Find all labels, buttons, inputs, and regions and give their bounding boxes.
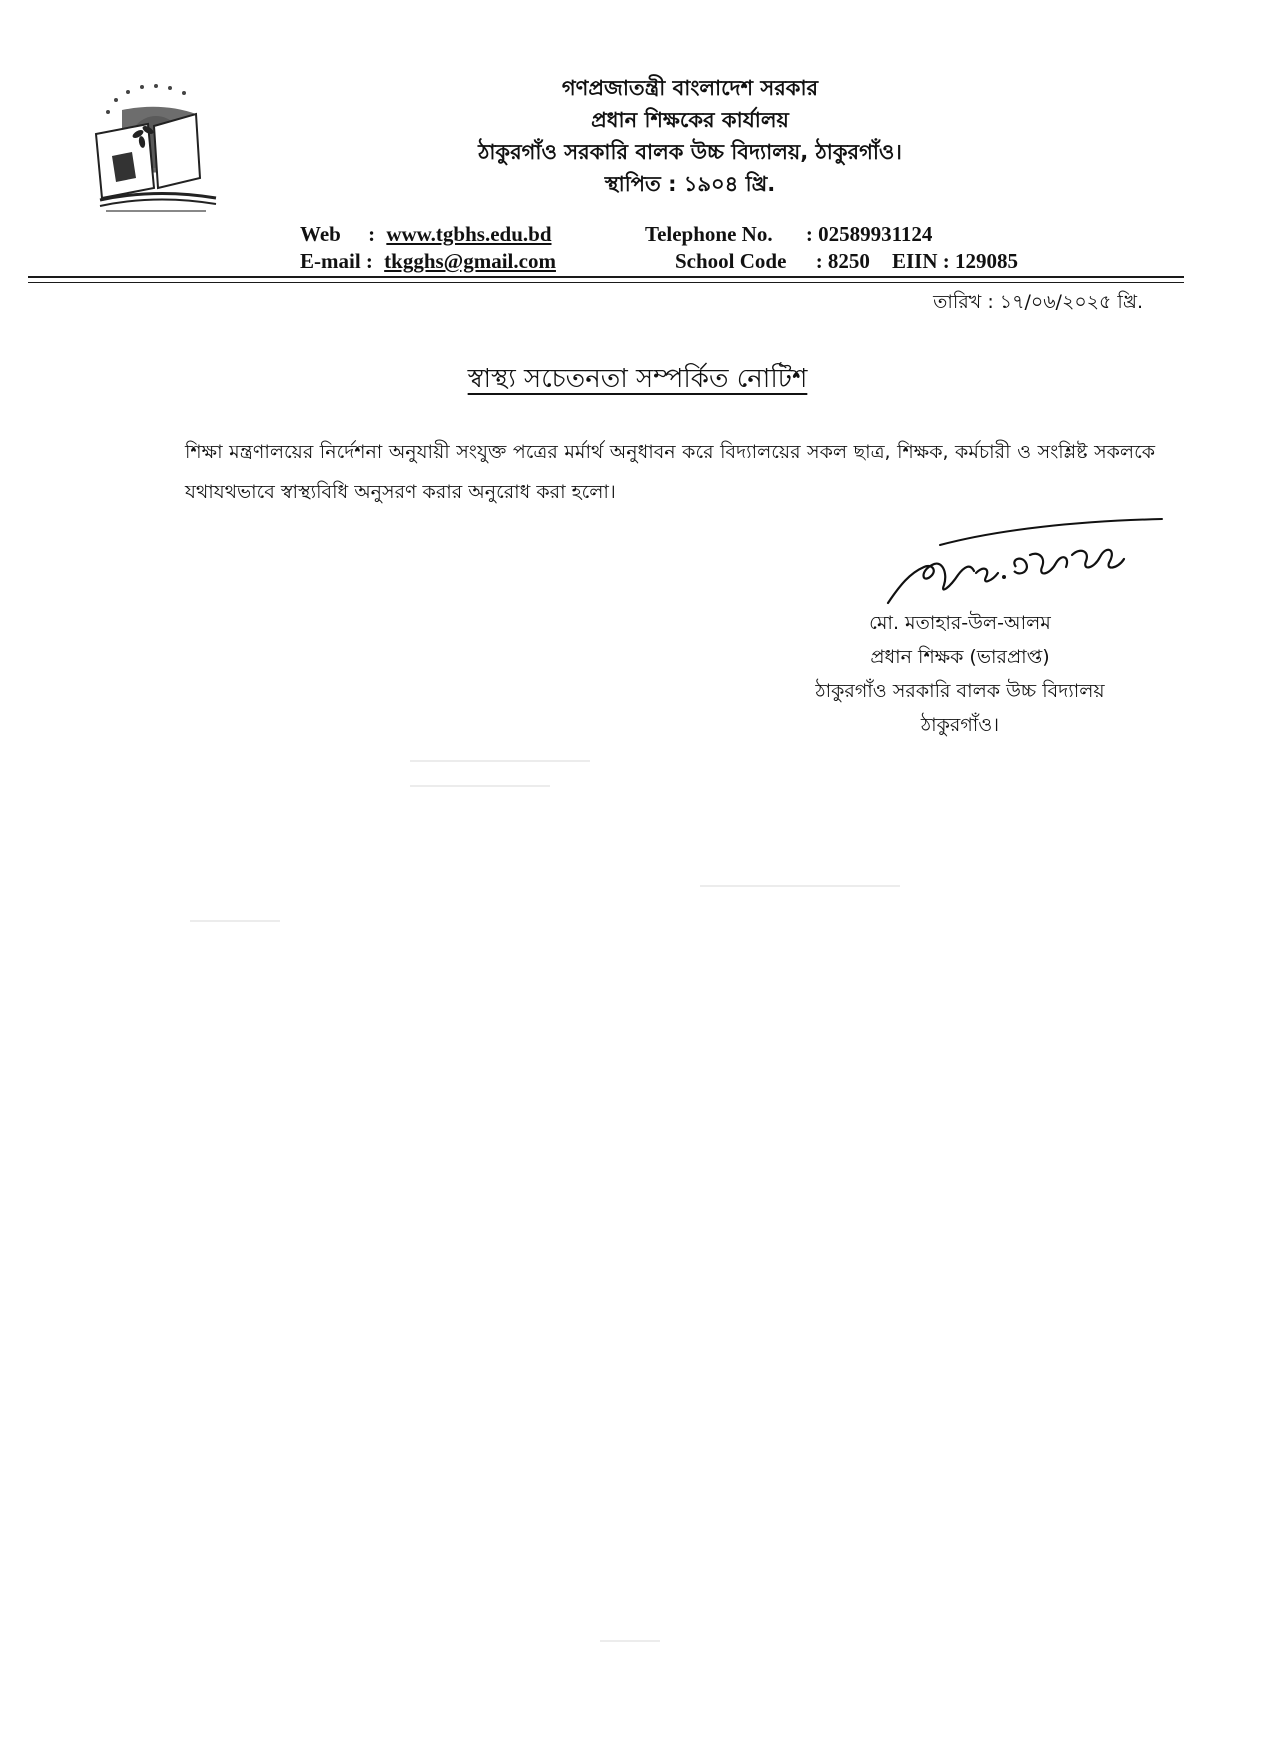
telephone-label: Telephone No.	[645, 222, 773, 246]
notice-subject-text: স্বাস্থ্য সচেতনতা সম্পর্কিত নোটিশ	[467, 364, 808, 394]
web-separator: :	[368, 222, 376, 246]
web-label: Web	[300, 222, 341, 246]
web-link[interactable]: www.tgbhs.edu.bd	[386, 222, 552, 246]
scan-artifact	[410, 785, 550, 787]
signatory-name: মো. মতাহার-উল-আলম	[869, 612, 1051, 634]
scan-artifact	[600, 1640, 660, 1642]
signatory-institution: ঠাকুরগাঁও সরকারি বালক উচ্চ বিদ্যালয়	[815, 680, 1105, 702]
office-name: প্রধান শিক্ষকের কার্যালয়	[591, 108, 789, 132]
scan-artifact	[410, 760, 590, 762]
established-year: স্থাপিত : ১৯০৪ খ্রি.	[604, 172, 776, 196]
telephone-number: : 02589931124	[805, 222, 933, 246]
email-label: E-mail :	[300, 249, 373, 273]
scan-artifact	[190, 920, 280, 922]
signatory-block	[760, 606, 1160, 742]
school-code-value: : 8250	[815, 249, 870, 273]
email-link[interactable]: tkgghs@gmail.com	[384, 249, 556, 273]
signatory-designation: প্রধান শিক্ষক (ভারপ্রাপ্ত)	[870, 646, 1050, 668]
notice-body: শিক্ষা মন্ত্রণালয়ের নির্দেশনা অনুযায়ী সংযুক্ত পত্রের মর্মার্থ অনুধাবন করে বিদ্যালয়ের সকল ছাত্র, শিক্ষক, কর্মচারী ও সংশ্লিষ্ট সকলকে যথাযথভাবে স্বাস্থ্যবিধি অনুসরণ করার অনুরোধ করা হলো।	[185, 441, 1155, 503]
school-name: ঠাকুরগাঁও সরকারি বালক উচ্চ বিদ্যালয়, ঠাকুরগাঁও।	[478, 140, 902, 164]
government-name: গণপ্রজাতন্ত্রী বাংলাদেশ সরকার	[561, 76, 819, 100]
telephone-line	[645, 222, 932, 247]
notice-subject	[0, 358, 1275, 402]
scan-artifact	[700, 885, 900, 887]
notice-date: তারিখ : ১৭/০৬/২০২৫ খ্রি.	[933, 291, 1143, 313]
school-code-label: School Code	[675, 249, 787, 273]
signatory-location: ঠাকুরগাঁও।	[920, 714, 1000, 736]
school-logo-icon	[92, 80, 224, 215]
school-code-line	[675, 249, 870, 274]
eiin-line	[892, 249, 1018, 274]
email-line	[300, 249, 556, 274]
letterhead	[300, 72, 1080, 200]
handwritten-signature	[880, 515, 1170, 610]
header-divider-thin	[28, 282, 1184, 283]
header-divider-thick	[28, 276, 1184, 278]
eiin-value: EIIN : 129085	[892, 249, 1019, 273]
web-line	[300, 222, 552, 247]
